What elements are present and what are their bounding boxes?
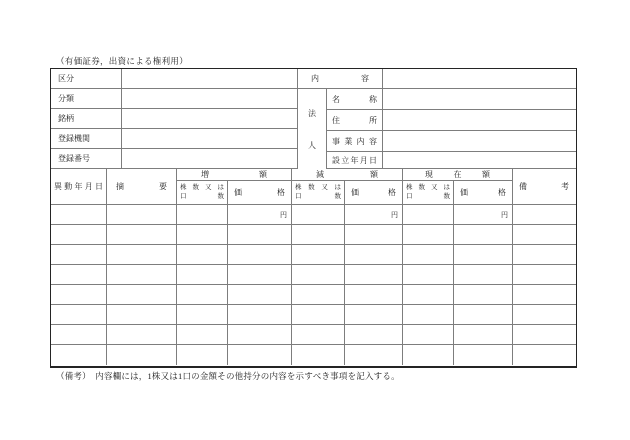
ledger-cell [513, 325, 575, 344]
ledger-cell [292, 285, 345, 304]
content-row [298, 69, 576, 89]
ledger-cell [177, 305, 228, 324]
ledger-cell [345, 265, 403, 284]
ledger-cell [345, 285, 403, 304]
ledger-cell [345, 345, 403, 365]
change-date-header: 異 動 年 月 日 [51, 169, 107, 204]
business-description-label: 事 業 内 容 [327, 131, 383, 151]
ledger-cell [177, 345, 228, 365]
category-field [122, 69, 297, 88]
ledger-cell [403, 205, 454, 224]
registration-agency-label: 登 録 機 関 [51, 129, 122, 148]
establishment-date-label: 設 立 年 月 日 [327, 152, 383, 168]
registration-agency-row [51, 129, 297, 149]
yen-unit-label: 円 [345, 205, 403, 224]
ledger-cell [177, 325, 228, 344]
address-row [327, 110, 576, 131]
yen-unit-label: 円 [228, 205, 292, 224]
ledger-cell [454, 325, 513, 344]
ledger-cell [51, 325, 107, 344]
corporation-label: 法 人 [298, 89, 327, 169]
increase-price-header: 価 格 [234, 188, 285, 197]
ledger-cell [454, 265, 513, 284]
ledger-cell [513, 305, 575, 324]
ledger-cell [513, 285, 575, 304]
ledger-cell [177, 285, 228, 304]
name-field [383, 89, 576, 109]
ledger-cell [403, 245, 454, 264]
current-amount-group-header [403, 169, 513, 204]
ledger-cell [228, 345, 292, 365]
ledger-cell [51, 225, 107, 244]
registration-number-label: 登 録 番 号 [51, 149, 122, 168]
ledger-cell [345, 225, 403, 244]
identification-left-block [51, 69, 298, 169]
yen-unit-label: 円 [454, 205, 513, 224]
ledger-row [51, 265, 576, 285]
ledger-cell [177, 245, 228, 264]
ledger-cell [403, 285, 454, 304]
establishment-date-row [327, 152, 576, 169]
registration-number-row [51, 149, 297, 169]
ledger-cell [107, 245, 177, 264]
current-amount-shares-header: 株 数 又 は 口 数 [403, 181, 454, 204]
ledger-row [51, 305, 576, 325]
ledger-row [51, 205, 576, 225]
ledger-cell [292, 325, 345, 344]
address-field [383, 110, 576, 130]
remarks-note: （備考） 内容欄には，1株又は1口の金額その他持分の内容を示すべき事項を記入する。 [56, 371, 400, 381]
business-description-field [383, 131, 576, 151]
classification-row [51, 89, 297, 109]
ledger-cell [107, 285, 177, 304]
ledger-cell [51, 265, 107, 284]
ledger-row [51, 225, 576, 245]
ledger-cell [107, 265, 177, 284]
ledger-row [51, 285, 576, 305]
ledger-cell [107, 305, 177, 324]
current-amount-price-header: 価 格 [460, 188, 506, 197]
ledger-header [51, 169, 576, 205]
ledger-cell [228, 305, 292, 324]
increase-group-header [177, 169, 292, 204]
decrease-group-title: 減 額 [292, 169, 402, 181]
ledger-cell [177, 205, 228, 224]
ledger-cell [345, 245, 403, 264]
ledger-cell [345, 305, 403, 324]
ledger-cell [107, 225, 177, 244]
ledger-cell [513, 205, 575, 224]
ledger-cell [403, 305, 454, 324]
identification-section [51, 69, 576, 169]
decrease-shares-header: 株 数 又 は 口 数 [292, 181, 345, 204]
ledger-cell [51, 285, 107, 304]
ledger-row [51, 325, 576, 345]
decrease-group-header [292, 169, 403, 204]
ledger-body [51, 205, 576, 365]
ledger-cell [228, 265, 292, 284]
ledger-cell [345, 325, 403, 344]
corporation-block [298, 89, 576, 169]
ledger-cell [454, 225, 513, 244]
ledger-cell [51, 245, 107, 264]
ledger-cell [292, 225, 345, 244]
increase-shares-header: 株 数 又 は 口 数 [177, 181, 228, 204]
ledger-cell [292, 305, 345, 324]
content-label: 内 容 [298, 69, 383, 88]
ledger-cell [454, 305, 513, 324]
ledger-cell [177, 265, 228, 284]
corporation-rows [327, 89, 576, 169]
ledger-cell [107, 205, 177, 224]
category-row [51, 69, 297, 89]
ledger-cell [292, 345, 345, 365]
ledger-cell [292, 265, 345, 284]
ledger-cell [177, 225, 228, 244]
ledger-cell [228, 245, 292, 264]
decrease-price-header: 価 格 [351, 188, 396, 197]
ledger-row [51, 345, 576, 365]
current-amount-group-title: 現 在 額 [403, 169, 512, 181]
establishment-date-field [383, 152, 576, 168]
ledger-cell [107, 345, 177, 365]
form-title: （有価証券，出資による権利用） [56, 56, 189, 66]
classification-field [122, 89, 297, 108]
address-label: 住 所 [327, 110, 383, 130]
content-field [383, 69, 576, 88]
summary-header: 摘 要 [107, 169, 177, 204]
ledger-cell [513, 345, 575, 365]
brand-label: 銘 柄 [51, 109, 122, 128]
brand-row [51, 109, 297, 129]
ledger-cell [403, 325, 454, 344]
securities-form-table [50, 68, 577, 368]
ledger-cell [228, 325, 292, 344]
registration-number-field [122, 149, 297, 168]
ledger-cell [107, 325, 177, 344]
ledger-cell [513, 245, 575, 264]
ledger-cell [51, 345, 107, 365]
ledger-cell [403, 225, 454, 244]
category-label: 区 分 [51, 69, 122, 88]
ledger-cell [403, 265, 454, 284]
business-description-row [327, 131, 576, 152]
classification-label: 分 類 [51, 89, 122, 108]
registration-agency-field [122, 129, 297, 148]
brand-field [122, 109, 297, 128]
increase-group-title: 増 額 [177, 169, 291, 181]
ledger-cell [292, 245, 345, 264]
identification-right-block [298, 69, 576, 169]
ledger-cell [228, 285, 292, 304]
name-row [327, 89, 576, 110]
ledger-cell [513, 265, 575, 284]
ledger-cell [513, 225, 575, 244]
name-label: 名 称 [327, 89, 383, 109]
ledger-cell [51, 305, 107, 324]
remarks-header: 備 考 [519, 182, 569, 191]
ledger-cell [228, 225, 292, 244]
ledger-row [51, 245, 576, 265]
ledger-cell [51, 205, 107, 224]
change-ledger-table [51, 169, 576, 365]
ledger-cell [454, 285, 513, 304]
ledger-cell [403, 345, 454, 365]
ledger-cell [454, 345, 513, 365]
ledger-cell [454, 245, 513, 264]
ledger-cell [292, 205, 345, 224]
